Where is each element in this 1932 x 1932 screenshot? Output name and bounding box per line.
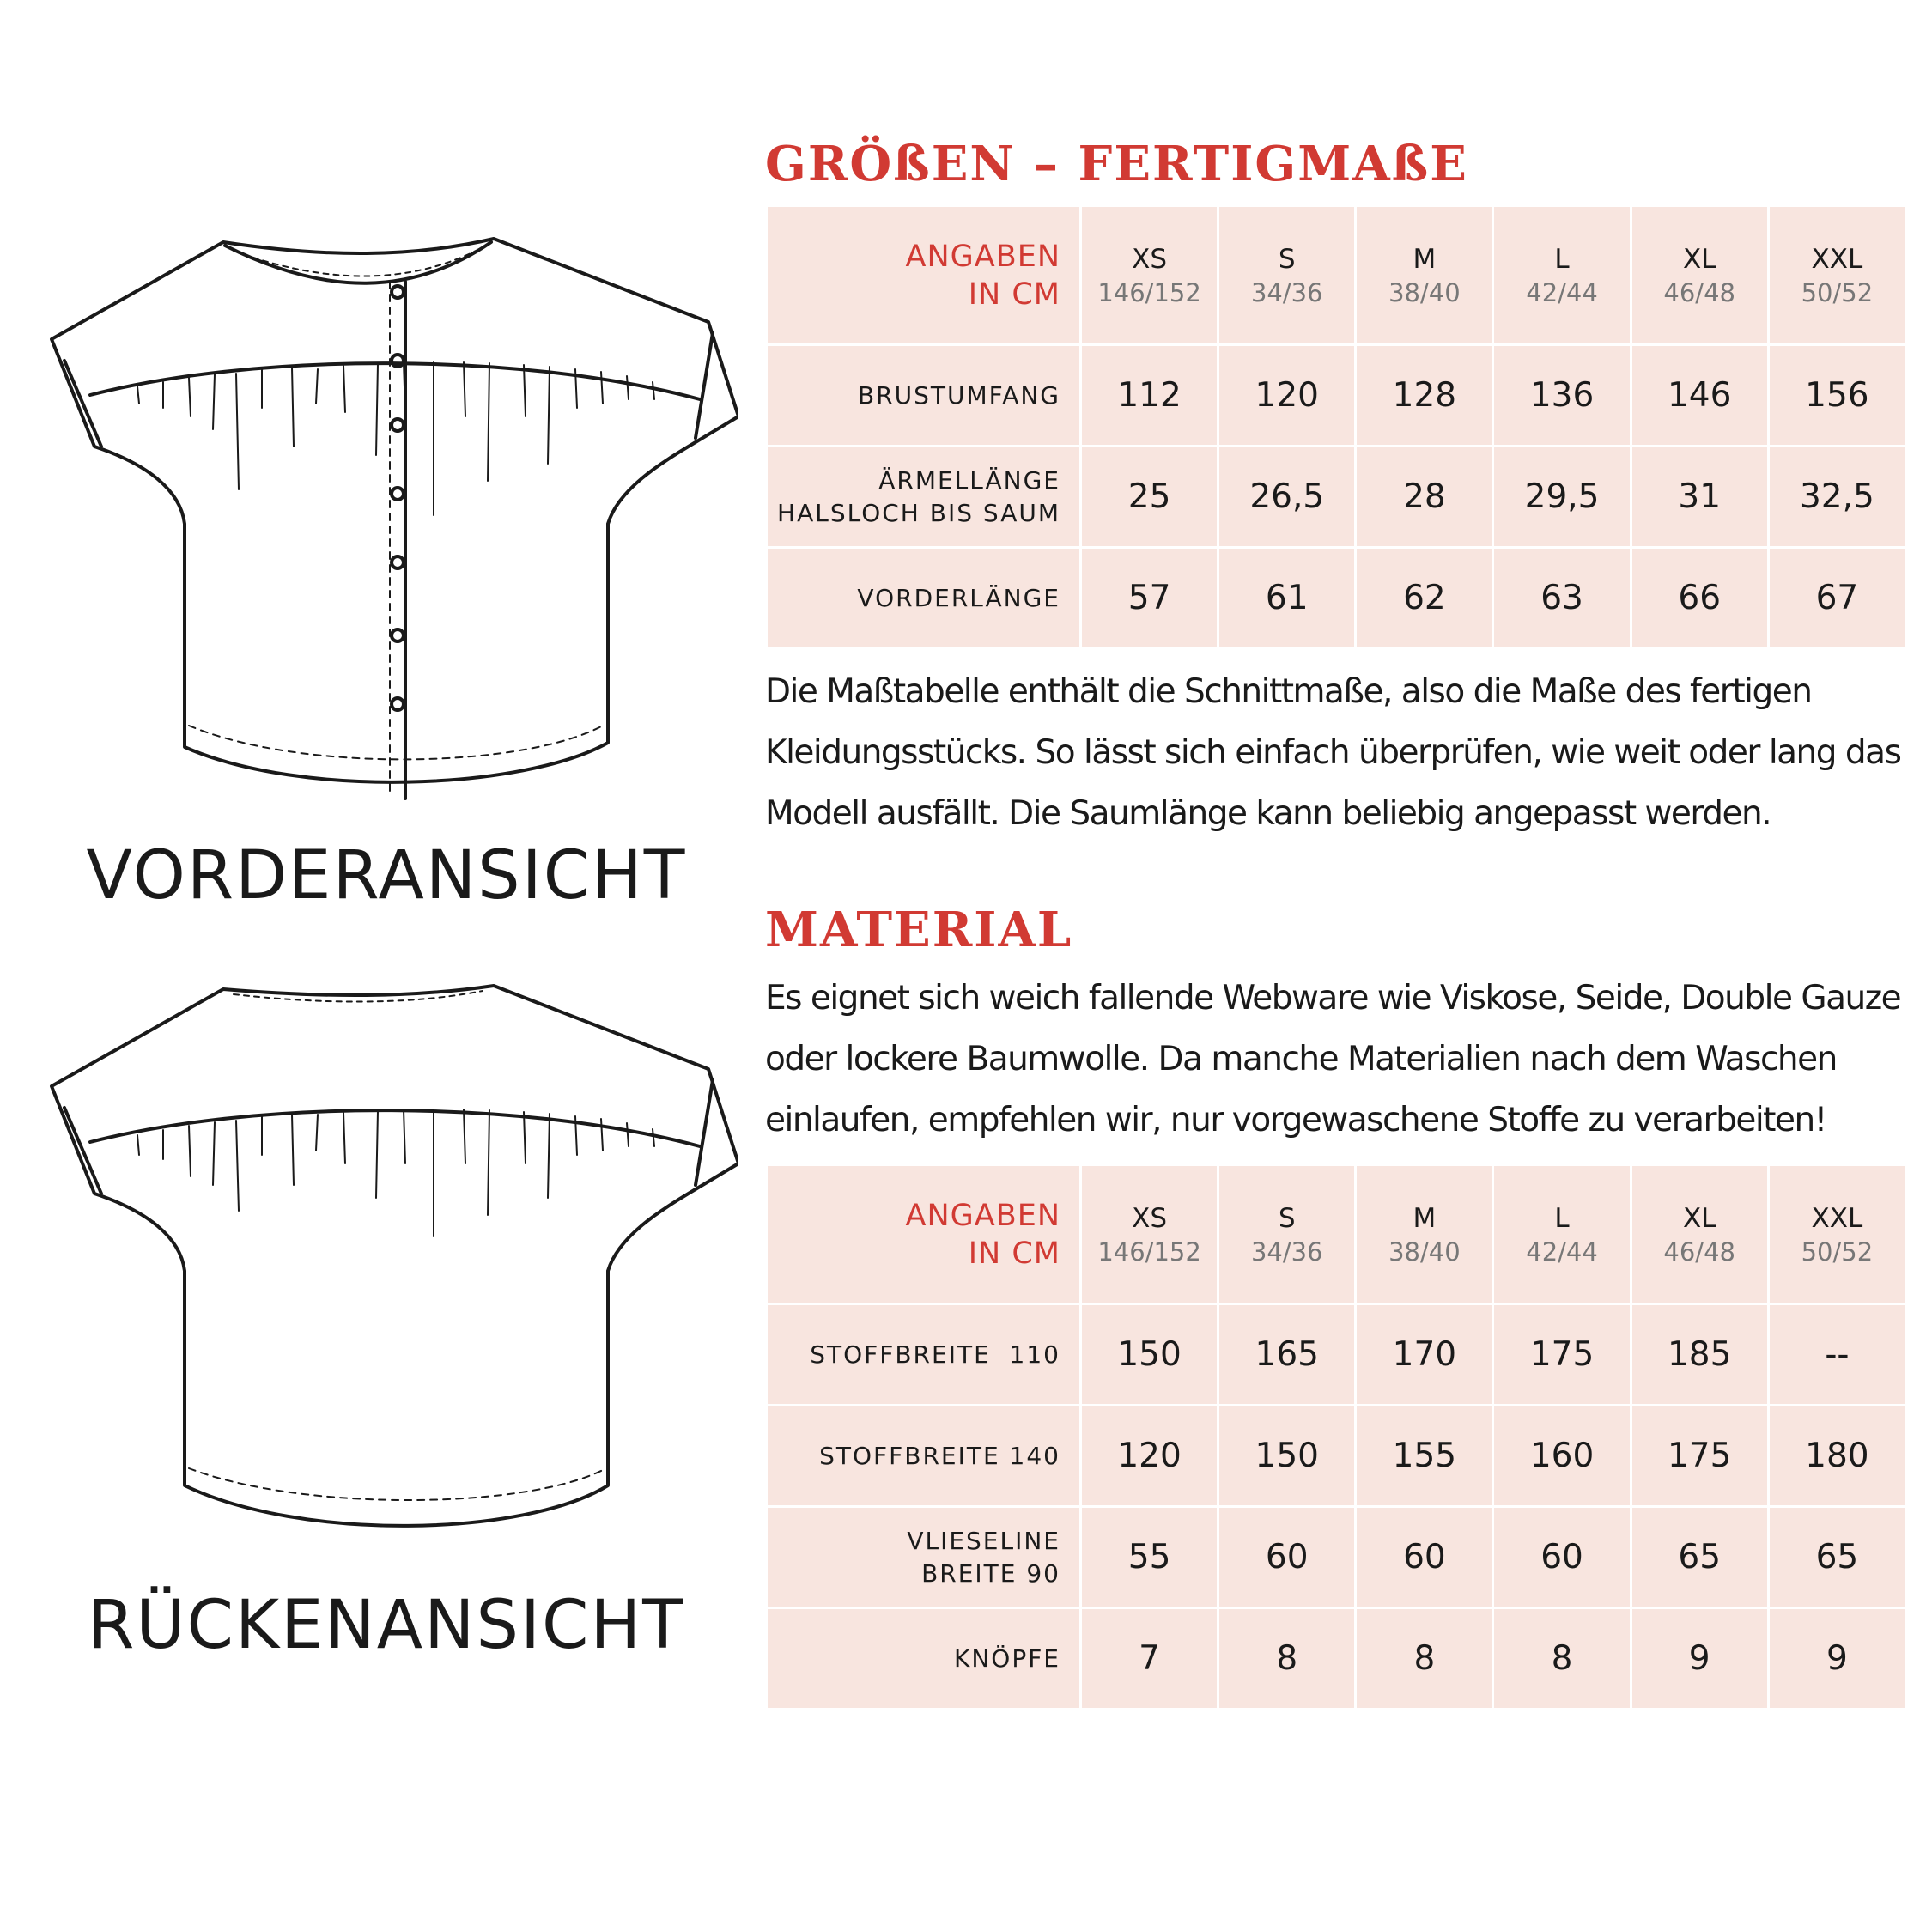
table-cell: 155: [1356, 1406, 1493, 1507]
table-row: [767, 1304, 1906, 1406]
table-cell: 146: [1631, 345, 1768, 447]
table-cell: 128: [1356, 345, 1493, 447]
front-view-sketch: [43, 232, 738, 807]
row-label: VLIESELINE BREITE 90: [767, 1507, 1081, 1608]
table-row: [767, 345, 1906, 447]
size-column-header: XS 146/152: [1081, 206, 1218, 345]
row-label: BRUSTUMFANG: [767, 345, 1081, 447]
table-cell: 55: [1081, 1507, 1218, 1608]
table-cell: 136: [1493, 345, 1631, 447]
material-table: [765, 1163, 1907, 1710]
sizes-table: [765, 204, 1907, 650]
row-label: VORDERLÄNGE: [767, 548, 1081, 649]
back-view-label: RÜCKENANSICHT: [88, 1587, 685, 1664]
sizes-description: Die Maßtabelle enthält die Schnittmaße, also die Maße des fertigen Kleidungsstücks. So lässt sich einfach überprüfen, wie weit oder lang das Modell ausfällt. Die Saumlänge kann beliebig angepasst werden.: [765, 672, 1901, 833]
row-label: ÄRMELLÄNGE HALSLOCH BIS SAUM: [767, 447, 1081, 548]
material-title: MATERIAL: [765, 902, 1073, 958]
table-row: [767, 548, 1906, 649]
table-cell: 156: [1768, 345, 1905, 447]
row-label: STOFFBREITE 110: [767, 1304, 1081, 1406]
table-cell: 26,5: [1218, 447, 1356, 548]
size-column-header: S 34/36: [1218, 206, 1356, 345]
row-label: STOFFBREITE 140: [767, 1406, 1081, 1507]
front-view-label: VORDERANSICHT: [86, 837, 687, 914]
table-cell: 8: [1493, 1608, 1631, 1710]
table-cell: 65: [1631, 1507, 1768, 1608]
table-cell: 62: [1356, 548, 1493, 649]
table-cell: 65: [1768, 1507, 1905, 1608]
back-view-sketch: [43, 979, 738, 1528]
table-cell: 150: [1218, 1406, 1356, 1507]
table-cell: 8: [1356, 1608, 1493, 1710]
size-column-header: S 34/36: [1218, 1165, 1356, 1304]
table-cell: 7: [1081, 1608, 1218, 1710]
size-column-header: L 42/44: [1493, 206, 1631, 345]
table-cell: 9: [1768, 1608, 1905, 1710]
table-header-label: ANGABEN IN CM: [767, 206, 1081, 345]
size-column-header: XS 146/152: [1081, 1165, 1218, 1304]
material-table-header: [767, 1165, 1906, 1304]
size-column-header: XXL 50/52: [1768, 1165, 1905, 1304]
table-row: [767, 1608, 1906, 1710]
table-header-label: ANGABEN IN CM: [767, 1165, 1081, 1304]
table-cell: 175: [1493, 1304, 1631, 1406]
table-cell: --: [1768, 1304, 1905, 1406]
size-column-header: L 42/44: [1493, 1165, 1631, 1304]
table-cell: 120: [1218, 345, 1356, 447]
row-label: KNÖPFE: [767, 1608, 1081, 1710]
table-cell: 112: [1081, 345, 1218, 447]
size-column-header: M 38/40: [1356, 206, 1493, 345]
table-cell: 180: [1768, 1406, 1905, 1507]
table-cell: 120: [1081, 1406, 1218, 1507]
table-cell: 63: [1493, 548, 1631, 649]
table-row: [767, 447, 1906, 548]
table-cell: 25: [1081, 447, 1218, 548]
table-cell: 160: [1493, 1406, 1631, 1507]
table-cell: 60: [1493, 1507, 1631, 1608]
table-cell: 170: [1356, 1304, 1493, 1406]
table-row: [767, 1406, 1906, 1507]
table-cell: 165: [1218, 1304, 1356, 1406]
table-cell: 29,5: [1493, 447, 1631, 548]
table-row: [767, 1507, 1906, 1608]
table-cell: 60: [1356, 1507, 1493, 1608]
size-column-header: XL 46/48: [1631, 1165, 1768, 1304]
table-cell: 61: [1218, 548, 1356, 649]
size-column-header: M 38/40: [1356, 1165, 1493, 1304]
table-cell: 60: [1218, 1507, 1356, 1608]
table-cell: 9: [1631, 1608, 1768, 1710]
size-column-header: XXL 50/52: [1768, 206, 1905, 345]
material-description: Es eignet sich weich fallende Webware wie Viskose, Seide, Double Gauze oder lockere Baumwolle. Da manche Materialien nach dem Waschen einlaufen, empfehlen wir, nur vorgewaschene Stoffe zu verarbeiten!: [765, 979, 1901, 1139]
table-cell: 185: [1631, 1304, 1768, 1406]
table-cell: 66: [1631, 548, 1768, 649]
table-cell: 28: [1356, 447, 1493, 548]
sizes-title: GRÖßEN – FERTIGMAßE: [765, 136, 1468, 192]
table-cell: 175: [1631, 1406, 1768, 1507]
sizes-table-header: [767, 206, 1906, 345]
table-cell: 150: [1081, 1304, 1218, 1406]
table-cell: 57: [1081, 548, 1218, 649]
size-column-header: XL 46/48: [1631, 206, 1768, 345]
table-cell: 67: [1768, 548, 1905, 649]
table-cell: 8: [1218, 1608, 1356, 1710]
table-cell: 31: [1631, 447, 1768, 548]
table-cell: 32,5: [1768, 447, 1905, 548]
